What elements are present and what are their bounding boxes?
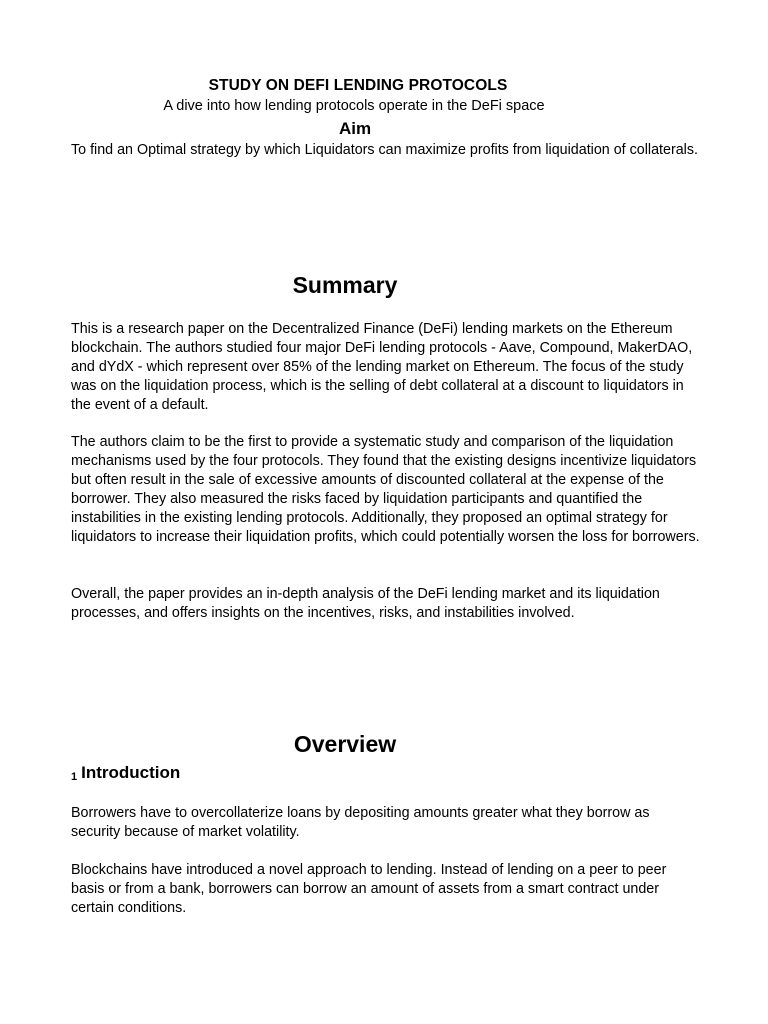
section-title: Introduction bbox=[81, 763, 181, 782]
introduction-paragraph-1: Borrowers have to overcollaterize loans by depositing amounts greater what they borrow as security because of market volatility. bbox=[71, 805, 650, 840]
section-number: 1 bbox=[71, 771, 78, 783]
summary-paragraph-3: Overall, the paper provides an in-depth analysis of the DeFi lending market and its liquidation processes, and offers insights on the incentives, risks, and instabilities involved. bbox=[71, 586, 660, 621]
introduction-heading bbox=[71, 762, 180, 788]
summary-paragraph-2: The authors claim to be the first to provide a systematic study and comparison of the liquidation mechanisms used by the four protocols. They found that the existing designs incentivize liquidators but often result in the sale of excessive amounts of discounted collateral at the expense of the borrower. They also measured the risks faced by liquidation participants and quantified the instabilities in the existing lending protocols. Additionally, they proposed an optimal strategy for liquidators to increase their liquidation profits, which could potentially worsen the loss for borrowers. bbox=[71, 434, 700, 545]
summary-paragraph-1: This is a research paper on the Decentralized Finance (DeFi) lending markets on the Ethereum blockchain. The authors studied four major DeFi lending protocols - Aave, Compound, MakerDAO, and dYdX - which represent over 85% of the lending market on Ethereum. The focus of the study was on the liquidation process, which is the selling of debt collateral at a discount to liquidators in the event of a default. bbox=[71, 321, 693, 413]
summary-heading: Summary bbox=[292, 272, 398, 298]
document-subtitle: A dive into how lending protocols operate in the DeFi space bbox=[163, 98, 545, 114]
aim-text: To find an Optimal strategy by which Liquidators can maximize profits from liquidation of collaterals. bbox=[71, 142, 698, 158]
document-title: STUDY ON DEFI LENDING PROTOCOLS bbox=[208, 77, 508, 94]
overview-heading: Overview bbox=[293, 731, 397, 757]
aim-heading: Aim bbox=[338, 119, 372, 138]
introduction-paragraph-2: Blockchains have introduced a novel approach to lending. Instead of lending on a peer to peer basis or from a bank, borrowers can borrow an amount of assets from a smart contract under certain conditions. bbox=[71, 862, 667, 916]
